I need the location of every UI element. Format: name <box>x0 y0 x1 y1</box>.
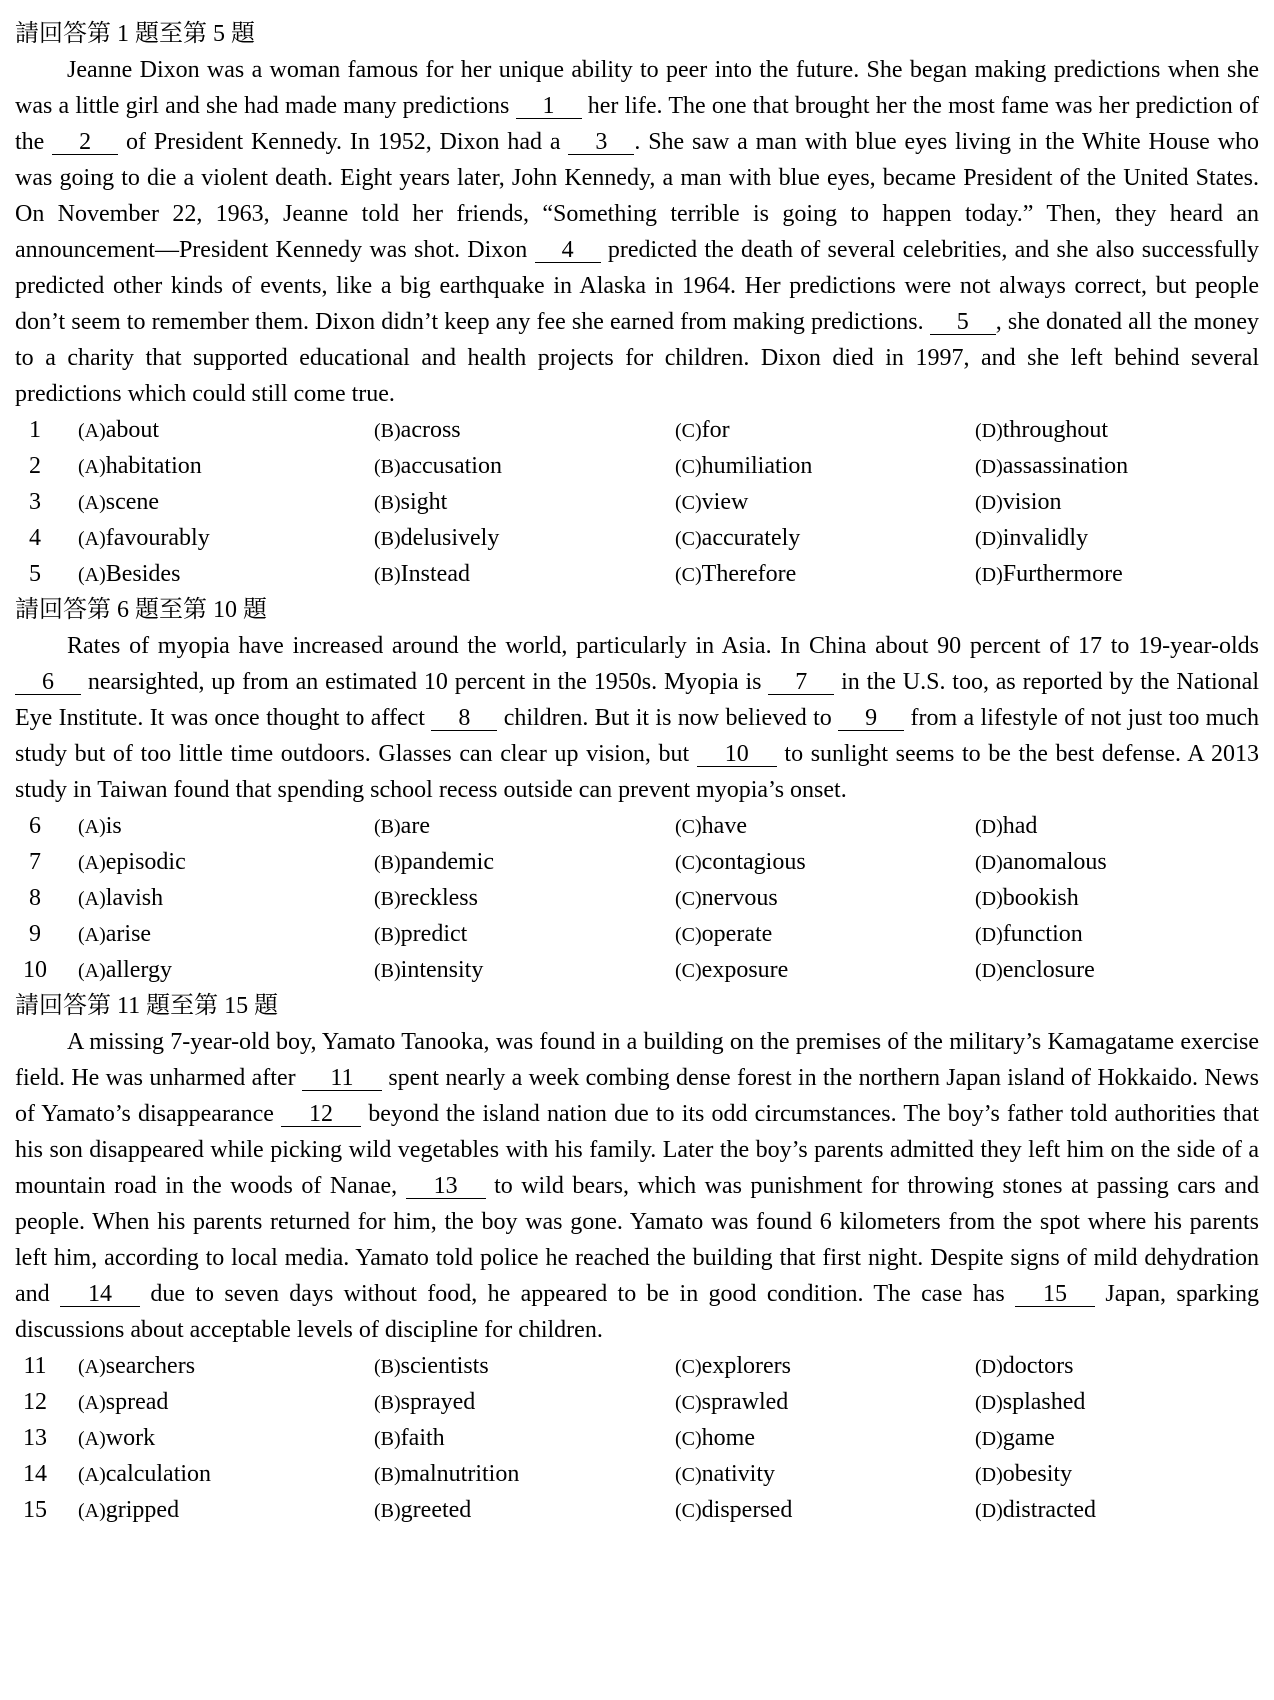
option-a[interactable] <box>78 952 172 989</box>
question-number: 5 <box>29 561 41 587</box>
question-row <box>15 808 1259 844</box>
question-list <box>15 1348 1259 1528</box>
option-label: (A) <box>78 960 106 982</box>
question-row <box>15 520 1259 556</box>
question-number: 2 <box>29 453 41 479</box>
passage-text: from a lifestyle of not just too much study but of too little time outdoors. Glasses can clear up vision, but <box>15 705 1259 767</box>
option-d[interactable] <box>975 880 1079 917</box>
option-label: (A) <box>78 1500 106 1522</box>
option-d[interactable] <box>975 916 1083 953</box>
option-b[interactable] <box>374 1456 519 1493</box>
option-label: (C) <box>675 888 702 910</box>
option-text: work <box>105 1425 156 1451</box>
option-a[interactable] <box>78 844 186 881</box>
option-c[interactable] <box>675 808 747 845</box>
question-list <box>15 808 1259 988</box>
option-text: arise <box>105 921 152 947</box>
option-a[interactable] <box>78 1492 179 1529</box>
option-text: anomalous <box>1002 849 1107 875</box>
option-label: (B) <box>374 816 401 838</box>
option-text: spread <box>105 1389 169 1415</box>
question-number: 8 <box>29 885 41 911</box>
option-d[interactable] <box>975 1492 1096 1529</box>
option-label: (C) <box>675 960 702 982</box>
option-text: bookish <box>1002 885 1079 911</box>
option-text: pandemic <box>400 849 494 875</box>
question-number: 13 <box>23 1425 47 1451</box>
option-label: (C) <box>675 1392 702 1414</box>
option-a[interactable] <box>78 808 122 845</box>
option-a[interactable] <box>78 448 202 485</box>
option-d[interactable] <box>975 556 1123 593</box>
passage-text: , she donated all the money to a charity that supported educational and health projects for children. Dixon died in 1997, and she left behind several predictions which could still come true. <box>15 309 1260 407</box>
option-text: throughout <box>1002 417 1109 443</box>
option-label: (D) <box>975 1500 1003 1522</box>
option-label: (A) <box>78 852 106 874</box>
option-d[interactable] <box>975 1456 1072 1493</box>
option-text: explorers <box>701 1353 791 1379</box>
option-label: (D) <box>975 888 1003 910</box>
option-d[interactable] <box>975 808 1037 845</box>
option-text: function <box>1002 921 1083 947</box>
option-b[interactable] <box>374 484 447 521</box>
option-text: calculation <box>105 1461 212 1487</box>
option-text: lavish <box>105 885 164 911</box>
blank-number: 7 <box>768 670 834 695</box>
option-c[interactable] <box>675 556 796 593</box>
option-b[interactable] <box>374 952 483 989</box>
passage-text: Jeanne Dixon was a woman famous for her unique ability to peer into the future. She began making predictions when she was a little girl and she had made many predictions <box>15 57 1259 119</box>
option-b[interactable] <box>374 844 494 881</box>
question-row <box>15 952 1259 988</box>
option-label: (D) <box>975 456 1003 478</box>
option-d[interactable] <box>975 448 1128 485</box>
question-number: 3 <box>29 489 41 515</box>
option-text: sprawled <box>701 1389 789 1415</box>
option-text: Besides <box>105 561 181 587</box>
option-label: (D) <box>975 924 1003 946</box>
option-label: (B) <box>374 1356 401 1378</box>
option-label: (B) <box>374 456 401 478</box>
option-c[interactable] <box>675 1384 788 1421</box>
option-c[interactable] <box>675 1492 792 1529</box>
question-list <box>15 412 1259 592</box>
option-text: for <box>701 417 730 443</box>
option-d[interactable] <box>975 844 1107 881</box>
option-label: (B) <box>374 1500 401 1522</box>
option-label: (A) <box>78 924 106 946</box>
option-text: nativity <box>701 1461 775 1487</box>
question-number: 14 <box>23 1461 47 1487</box>
option-b[interactable] <box>374 1348 489 1385</box>
option-text: enclosure <box>1002 957 1095 983</box>
option-label: (D) <box>975 492 1003 514</box>
option-label: (D) <box>975 564 1003 586</box>
blank-number: 6 <box>15 670 81 695</box>
blank-number: 10 <box>697 742 777 767</box>
option-d[interactable] <box>975 1348 1073 1385</box>
option-text: scene <box>105 489 160 515</box>
option-label: (C) <box>675 1428 702 1450</box>
option-label: (B) <box>374 1428 401 1450</box>
option-text: across <box>400 417 461 443</box>
option-text: about <box>105 417 160 443</box>
question-number: 6 <box>29 813 41 839</box>
question-row <box>15 1384 1259 1420</box>
option-text: allergy <box>105 957 172 983</box>
question-number: 1 <box>29 417 41 443</box>
blank-number: 9 <box>838 706 904 731</box>
option-label: (D) <box>975 816 1003 838</box>
option-a[interactable] <box>78 880 163 917</box>
option-label: (B) <box>374 564 401 586</box>
option-text: faith <box>400 1425 445 1451</box>
option-d[interactable] <box>975 520 1088 557</box>
option-label: (D) <box>975 1464 1003 1486</box>
passage-text: due to seven days without food, he appeared to be in good condition. The case has <box>140 1281 1016 1307</box>
blank-number: 12 <box>281 1102 361 1127</box>
option-label: (C) <box>675 1356 702 1378</box>
option-label: (D) <box>975 1392 1003 1414</box>
passage-text: children. But it is now believed to <box>497 705 839 731</box>
option-label: (D) <box>975 852 1003 874</box>
question-number: 15 <box>23 1497 47 1523</box>
option-text: Instead <box>400 561 470 587</box>
option-label: (C) <box>675 816 702 838</box>
passage-text: nearsighted, up from an estimated 10 percent in the 1950s. Myopia is <box>81 669 769 695</box>
option-text: searchers <box>105 1353 196 1379</box>
passage-text: A missing 7-year-old boy, Yamato Tanooka, was found in a building on the premises of the military’s Kamagatame exercise field. He was unharmed after <box>15 1029 1259 1091</box>
passage-text: to sunlight seems to be the best defense. A 2013 study in Taiwan found that spending school recess outside can prevent myopia’s onset. <box>15 741 1260 803</box>
option-text: delusively <box>400 525 500 551</box>
passage-text: Japan, sparking discussions about acceptable levels of discipline for children. <box>15 1281 1260 1343</box>
question-row <box>15 880 1259 916</box>
option-text: predict <box>400 921 468 947</box>
question-number: 12 <box>23 1389 47 1415</box>
option-text: exposure <box>701 957 789 983</box>
question-row <box>15 484 1259 520</box>
option-label: (A) <box>78 492 106 514</box>
option-b[interactable] <box>374 808 430 845</box>
option-label: (B) <box>374 852 401 874</box>
question-section <box>15 592 1259 988</box>
option-b[interactable] <box>374 1384 475 1421</box>
question-row <box>15 844 1259 880</box>
option-label: (A) <box>78 564 106 586</box>
option-text: habitation <box>105 453 202 479</box>
option-text: dispersed <box>701 1497 793 1523</box>
option-label: (A) <box>78 816 106 838</box>
option-text: assassination <box>1002 453 1129 479</box>
option-text: malnutrition <box>400 1461 520 1487</box>
option-b[interactable] <box>374 520 499 557</box>
option-text: nervous <box>701 885 778 911</box>
blank-number: 11 <box>302 1066 382 1091</box>
question-number: 10 <box>23 957 47 983</box>
option-b[interactable] <box>374 880 478 917</box>
option-label: (A) <box>78 528 106 550</box>
option-label: (D) <box>975 420 1003 442</box>
option-text: is <box>105 813 122 839</box>
option-label: (A) <box>78 456 106 478</box>
option-text: reckless <box>400 885 478 911</box>
option-label: (B) <box>374 888 401 910</box>
cloze-passage <box>15 52 1259 412</box>
option-text: home <box>701 1425 755 1451</box>
option-label: (D) <box>975 1356 1003 1378</box>
section-heading: 請回答第 6 題至第 10 題 <box>15 597 267 623</box>
option-b[interactable] <box>374 1420 445 1457</box>
question-row <box>15 1456 1259 1492</box>
cloze-passage <box>15 1024 1259 1348</box>
question-row <box>15 1492 1259 1528</box>
section-heading: 請回答第 1 題至第 5 題 <box>15 21 255 47</box>
option-b[interactable] <box>374 556 470 593</box>
passage-text: in the U.S. too, as reported by the National Eye Institute. It was once thought to affect <box>15 669 1260 731</box>
option-label: (B) <box>374 420 401 442</box>
passage-text: of President Kennedy. In 1952, Dixon had a <box>118 129 569 155</box>
option-label: (A) <box>78 1392 106 1414</box>
option-a[interactable] <box>78 484 159 521</box>
option-c[interactable] <box>675 448 812 485</box>
option-label: (A) <box>78 888 106 910</box>
option-text: had <box>1002 813 1038 839</box>
option-label: (B) <box>374 492 401 514</box>
option-c[interactable] <box>675 844 806 881</box>
question-number: 7 <box>29 849 41 875</box>
option-b[interactable] <box>374 412 461 449</box>
option-c[interactable] <box>675 412 730 449</box>
option-text: Furthermore <box>1002 561 1123 587</box>
option-text: operate <box>701 921 773 947</box>
passage-text: predicted the death of several celebrities, and she also successfully predicted other kinds of events, like a big earthquake in Alaska in 1964. Her predictions were not always correct, but people don’t seem to remember them. Dixon didn’t keep any fee she earned from making predictions. <box>15 237 1260 335</box>
option-label: (C) <box>675 852 702 874</box>
option-a[interactable] <box>78 412 159 449</box>
passage-text: . She saw a man with blue eyes living in the White House who was going to die a violent death. Eight years later, John Kennedy, a man with blue eyes, became President of the United States. On November 22, 1963, Jeanne told her friends, “Something terrible is going to happen today.” Then, they heard an announcement—President Kennedy was shot. Dixon <box>15 129 1259 263</box>
blank-number: 8 <box>431 706 497 731</box>
option-text: vision <box>1002 489 1062 515</box>
option-text: greeted <box>400 1497 472 1523</box>
option-b[interactable] <box>374 448 502 485</box>
option-b[interactable] <box>374 1492 471 1529</box>
option-label: (C) <box>675 1464 702 1486</box>
blank-number: 2 <box>52 130 118 155</box>
question-number: 9 <box>29 921 41 947</box>
question-row <box>15 448 1259 484</box>
option-text: favourably <box>105 525 210 551</box>
option-label: (C) <box>675 1500 702 1522</box>
option-text: episodic <box>105 849 186 875</box>
option-label: (C) <box>675 456 702 478</box>
blank-number: 4 <box>535 238 601 263</box>
blank-number: 3 <box>568 130 634 155</box>
option-c[interactable] <box>675 1348 791 1385</box>
blank-number: 1 <box>516 94 582 119</box>
option-text: accurately <box>701 525 801 551</box>
option-text: splashed <box>1002 1389 1086 1415</box>
option-text: intensity <box>400 957 484 983</box>
option-d[interactable] <box>975 952 1095 989</box>
question-number: 11 <box>23 1353 47 1379</box>
option-text: Therefore <box>701 561 797 587</box>
option-d[interactable] <box>975 1384 1085 1421</box>
option-text: obesity <box>1002 1461 1073 1487</box>
passage-text: beyond the island nation due to its odd circumstances. The boy’s father told authorities that his son disappeared while picking wild vegetables with his family. Later the boy’s parents admitted they left him on the side of a mountain road in the woods of Nanae, <box>15 1101 1259 1199</box>
option-text: invalidly <box>1002 525 1089 551</box>
option-label: (D) <box>975 1428 1003 1450</box>
option-label: (C) <box>675 528 702 550</box>
option-label: (C) <box>675 420 702 442</box>
passage-text: spent nearly a week combing dense forest in the northern Japan island of Hokkaido. News of Yamato’s disappearance <box>15 1065 1259 1127</box>
option-text: gripped <box>105 1497 180 1523</box>
option-label: (A) <box>78 1428 106 1450</box>
option-text: view <box>701 489 749 515</box>
option-label: (C) <box>675 924 702 946</box>
option-c[interactable] <box>675 880 778 917</box>
option-c[interactable] <box>675 952 788 989</box>
question-row <box>15 412 1259 448</box>
option-text: accusation <box>400 453 502 479</box>
option-a[interactable] <box>78 520 210 557</box>
option-d[interactable] <box>975 484 1061 521</box>
option-label: (C) <box>675 564 702 586</box>
option-a[interactable] <box>78 1420 155 1457</box>
question-section <box>15 988 1259 1528</box>
option-d[interactable] <box>975 1420 1055 1457</box>
option-label: (A) <box>78 1464 106 1486</box>
option-text: distracted <box>1002 1497 1097 1523</box>
option-d[interactable] <box>975 412 1108 449</box>
option-a[interactable] <box>78 916 151 953</box>
option-text: sight <box>400 489 448 515</box>
option-a[interactable] <box>78 556 180 593</box>
option-text: contagious <box>701 849 806 875</box>
option-c[interactable] <box>675 520 800 557</box>
option-c[interactable] <box>675 1456 775 1493</box>
option-text: game <box>1002 1425 1055 1451</box>
option-text: doctors <box>1002 1353 1074 1379</box>
option-label: (B) <box>374 960 401 982</box>
option-c[interactable] <box>675 1420 755 1457</box>
cloze-passage <box>15 628 1259 808</box>
option-label: (B) <box>374 528 401 550</box>
option-label: (D) <box>975 960 1003 982</box>
blank-number: 5 <box>930 310 996 335</box>
passage-text: to wild bears, which was punishment for throwing stones at passing cars and people. When his parents returned for him, the boy was gone. Yamato was found 6 kilometers from the spot where his parents left him, according to local media. Yamato told police he reached the building that first night. Despite signs of mild dehydration and <box>15 1173 1259 1307</box>
blank-number: 14 <box>60 1282 140 1307</box>
blank-number: 15 <box>1015 1282 1095 1307</box>
blank-number: 13 <box>406 1174 486 1199</box>
question-section <box>15 16 1259 592</box>
option-a[interactable] <box>78 1384 168 1421</box>
question-row <box>15 916 1259 952</box>
option-label: (B) <box>374 1464 401 1486</box>
option-c[interactable] <box>675 484 748 521</box>
option-label: (C) <box>675 492 702 514</box>
option-text: sprayed <box>400 1389 476 1415</box>
option-label: (D) <box>975 528 1003 550</box>
option-text: scientists <box>400 1353 489 1379</box>
section-heading: 請回答第 11 題至第 15 題 <box>15 993 279 1019</box>
question-row <box>15 1348 1259 1384</box>
question-number: 4 <box>29 525 41 551</box>
option-text: humiliation <box>701 453 813 479</box>
option-label: (B) <box>374 1392 401 1414</box>
option-label: (A) <box>78 1356 106 1378</box>
option-text: are <box>400 813 430 839</box>
question-row <box>15 1420 1259 1456</box>
option-c[interactable] <box>675 916 772 953</box>
option-label: (A) <box>78 420 106 442</box>
question-row <box>15 556 1259 592</box>
passage-text: her life. The one that brought her the most fame was her prediction of the <box>15 93 1260 155</box>
passage-text: Rates of myopia have increased around the world, particularly in Asia. In China about 90 percent of 17 to 19-year-olds <box>67 633 1259 659</box>
option-a[interactable] <box>78 1456 211 1493</box>
option-label: (B) <box>374 924 401 946</box>
option-b[interactable] <box>374 916 467 953</box>
option-text: have <box>701 813 747 839</box>
option-a[interactable] <box>78 1348 195 1385</box>
